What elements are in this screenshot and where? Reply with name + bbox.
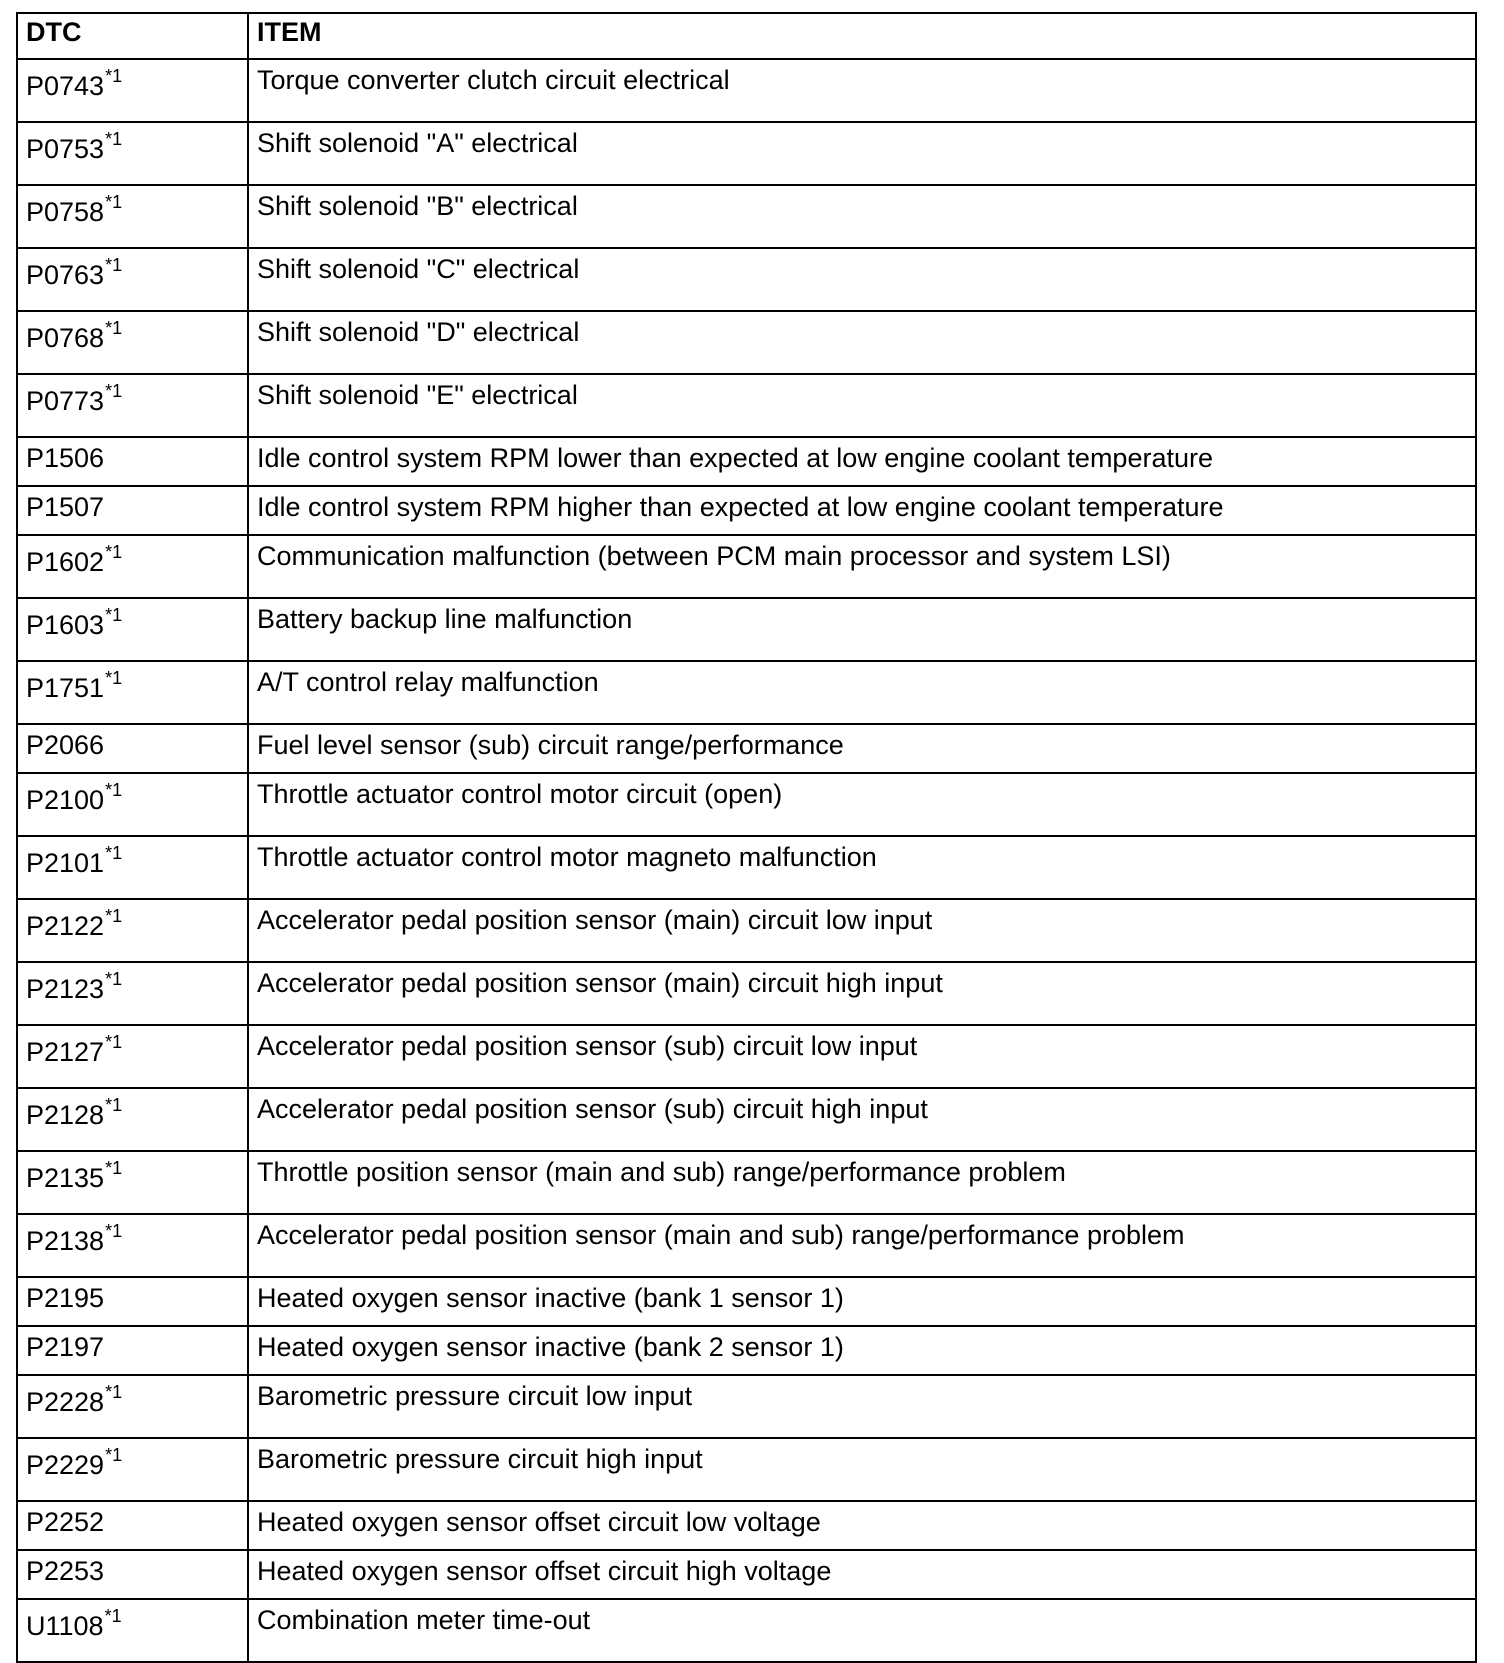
dtc-code: P2100: [26, 785, 105, 815]
footnote-mark: *1: [105, 1221, 123, 1241]
item-cell: Accelerator pedal position sensor (sub) circuit high input: [248, 1088, 1476, 1151]
table-row: [17, 535, 1476, 598]
item-cell: Throttle actuator control motor magneto malfunction: [248, 836, 1476, 899]
table-row: [17, 899, 1476, 962]
item-cell: Throttle actuator control motor circuit (open): [248, 773, 1476, 836]
item-cell: Heated oxygen sensor offset circuit low voltage: [248, 1501, 1476, 1550]
item-cell: Shift solenoid "A" electrical: [248, 122, 1476, 185]
footnote-mark: *1: [105, 192, 123, 212]
dtc-code: P2229: [26, 1450, 105, 1480]
table-row: [17, 962, 1476, 1025]
item-cell: Torque converter clutch circuit electrical: [248, 59, 1476, 122]
footnote-mark: *1: [105, 255, 123, 275]
item-cell: Fuel level sensor (sub) circuit range/performance: [248, 724, 1476, 773]
table-row: [17, 486, 1476, 535]
item-cell: Accelerator pedal position sensor (main and sub) range/performance problem: [248, 1214, 1476, 1277]
dtc-cell: [17, 1277, 248, 1326]
table-row: [17, 1375, 1476, 1438]
dtc-cell: [17, 1326, 248, 1375]
item-cell: Accelerator pedal position sensor (sub) circuit low input: [248, 1025, 1476, 1088]
dtc-code: P2252: [26, 1507, 105, 1537]
table-row: [17, 1326, 1476, 1375]
table-row: [17, 437, 1476, 486]
footnote-mark: *1: [105, 780, 123, 800]
dtc-cell: [17, 248, 248, 311]
item-cell: Throttle position sensor (main and sub) range/performance problem: [248, 1151, 1476, 1214]
footnote-mark: *1: [105, 1032, 123, 1052]
dtc-cell: [17, 899, 248, 962]
item-cell: Shift solenoid "D" electrical: [248, 311, 1476, 374]
dtc-cell: [17, 374, 248, 437]
footnote-mark: *1: [105, 381, 123, 401]
table-row: [17, 773, 1476, 836]
dtc-code: P2135: [26, 1163, 105, 1193]
item-cell: Barometric pressure circuit high input: [248, 1438, 1476, 1501]
footnote-mark: *1: [105, 66, 123, 86]
item-cell: Heated oxygen sensor inactive (bank 1 sensor 1): [248, 1277, 1476, 1326]
dtc-cell: [17, 1088, 248, 1151]
dtc-cell: [17, 1438, 248, 1501]
dtc-code: P0763: [26, 260, 105, 290]
dtc-code: P1603: [26, 610, 105, 640]
dtc-cell: [17, 59, 248, 122]
footnote-mark: *1: [105, 605, 123, 625]
dtc-code: P1602: [26, 547, 105, 577]
dtc-cell: [17, 1599, 248, 1662]
dtc-code: P2128: [26, 1100, 105, 1130]
item-cell: Accelerator pedal position sensor (main) circuit high input: [248, 962, 1476, 1025]
footnote-mark: *1: [105, 969, 123, 989]
dtc-cell: [17, 1550, 248, 1599]
dtc-cell: [17, 661, 248, 724]
header-dtc: DTC: [17, 13, 248, 59]
dtc-code: P0773: [26, 386, 105, 416]
dtc-cell: [17, 1214, 248, 1277]
table-row: [17, 1277, 1476, 1326]
table-header-row: [17, 13, 1476, 59]
dtc-code: P2138: [26, 1226, 105, 1256]
dtc-cell: [17, 1501, 248, 1550]
table-row: [17, 836, 1476, 899]
item-cell: Combination meter time-out: [248, 1599, 1476, 1662]
footnote-mark: *1: [105, 843, 123, 863]
item-cell: Idle control system RPM lower than expected at low engine coolant temperature: [248, 437, 1476, 486]
footnote-mark: *1: [105, 1445, 123, 1465]
table-row: [17, 185, 1476, 248]
dtc-code: P2195: [26, 1283, 105, 1313]
table-row: [17, 1438, 1476, 1501]
dtc-code: P2122: [26, 911, 105, 941]
footnote-mark: *1: [105, 1158, 123, 1178]
item-cell: A/T control relay malfunction: [248, 661, 1476, 724]
dtc-cell: [17, 122, 248, 185]
dtc-code: P0768: [26, 323, 105, 353]
dtc-code: P0753: [26, 134, 105, 164]
item-cell: Barometric pressure circuit low input: [248, 1375, 1476, 1438]
table-row: [17, 1088, 1476, 1151]
item-cell: Idle control system RPM higher than expected at low engine coolant temperature: [248, 486, 1476, 535]
table-row: [17, 1501, 1476, 1550]
table-row: [17, 1025, 1476, 1088]
dtc-code: P0758: [26, 197, 105, 227]
item-cell: Shift solenoid "C" electrical: [248, 248, 1476, 311]
footnote-mark: *1: [105, 668, 123, 688]
dtc-code: P1507: [26, 492, 105, 522]
item-cell: Battery backup line malfunction: [248, 598, 1476, 661]
dtc-cell: [17, 1375, 248, 1438]
dtc-code: P2101: [26, 848, 105, 878]
table-row: [17, 1550, 1476, 1599]
dtc-cell: [17, 185, 248, 248]
dtc-cell: [17, 437, 248, 486]
table-row: [17, 248, 1476, 311]
table-row: [17, 374, 1476, 437]
footnote-mark: *1: [105, 1382, 123, 1402]
dtc-code: P0743: [26, 71, 105, 101]
item-cell: Heated oxygen sensor offset circuit high voltage: [248, 1550, 1476, 1599]
footnote-mark: *1: [104, 1606, 122, 1626]
dtc-cell: [17, 311, 248, 374]
table-row: [17, 724, 1476, 773]
header-item: ITEM: [248, 13, 1476, 59]
table-row: [17, 1214, 1476, 1277]
item-cell: Shift solenoid "B" electrical: [248, 185, 1476, 248]
dtc-code: U1108: [26, 1611, 104, 1641]
table-row: [17, 661, 1476, 724]
item-cell: Shift solenoid "E" electrical: [248, 374, 1476, 437]
item-cell: Accelerator pedal position sensor (main) circuit low input: [248, 899, 1476, 962]
dtc-cell: [17, 724, 248, 773]
item-cell: Heated oxygen sensor inactive (bank 2 sensor 1): [248, 1326, 1476, 1375]
table-row: [17, 598, 1476, 661]
dtc-code: P1751: [26, 673, 105, 703]
footnote-mark: *1: [105, 542, 123, 562]
dtc-code: P1506: [26, 443, 105, 473]
dtc-cell: [17, 836, 248, 899]
dtc-cell: [17, 962, 248, 1025]
table-row: [17, 1599, 1476, 1662]
dtc-cell: [17, 598, 248, 661]
dtc-code: P2197: [26, 1332, 105, 1362]
footnote-mark: *1: [105, 318, 123, 338]
dtc-code: P2066: [26, 730, 105, 760]
footnote-mark: *1: [105, 906, 123, 926]
table-row: [17, 59, 1476, 122]
item-cell: Communication malfunction (between PCM main processor and system LSI): [248, 535, 1476, 598]
dtc-code: P2123: [26, 974, 105, 1004]
dtc-cell: [17, 535, 248, 598]
dtc-cell: [17, 1025, 248, 1088]
dtc-code: P2228: [26, 1387, 105, 1417]
footnote-mark: *1: [105, 129, 123, 149]
footnote-mark: *1: [105, 1095, 123, 1115]
table-row: [17, 122, 1476, 185]
table-row: [17, 311, 1476, 374]
dtc-table: [16, 12, 1477, 1663]
dtc-cell: [17, 486, 248, 535]
dtc-code: P2253: [26, 1556, 105, 1586]
table-row: [17, 1151, 1476, 1214]
dtc-cell: [17, 1151, 248, 1214]
dtc-cell: [17, 773, 248, 836]
dtc-code: P2127: [26, 1037, 105, 1067]
